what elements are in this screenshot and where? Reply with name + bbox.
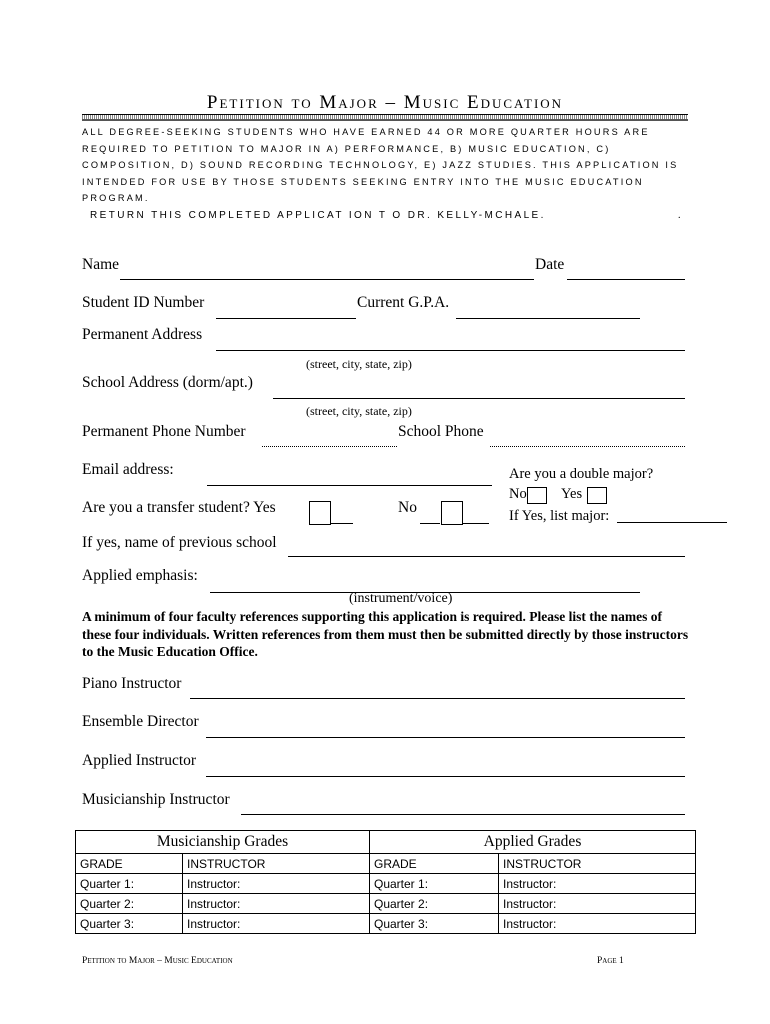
table-row: [76, 894, 696, 914]
footer-left: Petition to Major – Music Education: [82, 956, 233, 966]
double-major-question: Are you a double major?: [509, 466, 654, 482]
list-major-field[interactable]: [617, 522, 727, 523]
ensemble-director-label: Ensemble Director: [82, 713, 199, 730]
double-major-yes-label: Yes: [561, 486, 583, 502]
instructor-cell[interactable]: Instructor:: [499, 914, 696, 934]
table-row: [76, 874, 696, 894]
name-label: Name: [82, 256, 120, 273]
transfer-no-label: No: [398, 499, 417, 516]
double-major-yes-checkbox[interactable]: [587, 487, 607, 504]
col-instructor-right: INSTRUCTOR: [499, 854, 696, 874]
email-field[interactable]: [207, 485, 492, 486]
gpa-label: Current G.P.A.: [357, 294, 450, 311]
transfer-no-underline-right: [463, 523, 489, 524]
date-label: Date: [535, 256, 565, 273]
applied-emphasis-label: Applied emphasis:: [82, 567, 198, 584]
school-address-hint: (street, city, state, zip): [306, 404, 412, 418]
transfer-no-underline-left: [420, 523, 440, 524]
previous-school-field[interactable]: [288, 556, 685, 557]
footer-page-number: Page 1: [597, 956, 624, 966]
musicianship-instructor-field[interactable]: [241, 814, 685, 815]
col-instructor-left: INSTRUCTOR: [183, 854, 370, 874]
applied-instructor-field[interactable]: [206, 776, 685, 777]
permanent-address-field[interactable]: [216, 350, 685, 351]
quarter-cell[interactable]: Quarter 2:: [76, 894, 183, 914]
piano-instructor-field[interactable]: [190, 698, 685, 699]
applied-grades-header: Applied Grades: [370, 831, 696, 854]
quarter-cell[interactable]: Quarter 1:: [370, 874, 499, 894]
intro-paragraph: ALL DEGREE-SEEKING STUDENTS WHO HAVE EARNED 44 OR MORE QUARTER HOURS ARE REQUIRED TO PETITION TO MAJOR IN A) PERFORMANCE, B) MUSIC EDUCATION, C) COMPOSITION, D) SOUND RECORDING TECHNOLOGY, E) JAZZ STUDIES. THIS APPLICATION IS INTENDED FOR USE BY THOSE STUDENTS SEEKING ENTRY INTO THE MUSIC EDUCATION PROGRAM.: [82, 127, 679, 203]
instructor-cell[interactable]: Instructor:: [183, 894, 370, 914]
permanent-phone-label: Permanent Phone Number: [82, 423, 246, 440]
double-major-no-label: No: [509, 486, 527, 502]
permanent-address-label: Permanent Address: [82, 326, 203, 343]
gpa-field[interactable]: [456, 318, 640, 319]
transfer-yes-checkbox[interactable]: [309, 501, 331, 525]
quarter-cell[interactable]: Quarter 3:: [76, 914, 183, 934]
transfer-yes-underline: [331, 523, 353, 524]
email-label: Email address:: [82, 461, 174, 478]
col-grade-right: GRADE: [370, 854, 499, 874]
instructor-cell[interactable]: Instructor:: [499, 874, 696, 894]
quarter-cell[interactable]: Quarter 2:: [370, 894, 499, 914]
school-address-label: School Address (dorm/apt.): [82, 374, 253, 391]
page-title: Petition to Major – Music Education: [206, 92, 564, 113]
applied-instructor-label: Applied Instructor: [82, 752, 197, 769]
transfer-no-checkbox[interactable]: [441, 501, 463, 525]
transfer-question: Are you a transfer student? Yes: [82, 499, 276, 516]
student-id-field[interactable]: [216, 318, 356, 319]
instrument-hint: (instrument/voice): [349, 591, 453, 606]
quarter-cell[interactable]: Quarter 3:: [370, 914, 499, 934]
school-address-field[interactable]: [273, 398, 685, 399]
instructor-cell[interactable]: Instructor:: [183, 914, 370, 934]
list-major-label: If Yes, list major:: [509, 508, 610, 524]
quarter-cell[interactable]: Quarter 1:: [76, 874, 183, 894]
return-dot: .: [678, 210, 681, 221]
ensemble-director-field[interactable]: [206, 737, 685, 738]
double-major-no-checkbox[interactable]: [527, 487, 547, 504]
musicianship-instructor-label: Musicianship Instructor: [82, 791, 230, 808]
student-id-label: Student ID Number: [82, 294, 205, 311]
title-rule: [82, 114, 688, 121]
school-phone-label: School Phone: [398, 423, 484, 440]
musicianship-grades-header: Musicianship Grades: [76, 831, 370, 854]
instructor-cell[interactable]: Instructor:: [499, 894, 696, 914]
return-note: RETURN THIS COMPLETED APPLICAT ION T O DR. KELLY-MCHALE.: [90, 210, 546, 221]
instructor-cell[interactable]: Instructor:: [183, 874, 370, 894]
date-field[interactable]: [567, 279, 685, 280]
previous-school-label: If yes, name of previous school: [82, 534, 277, 551]
grades-table: [75, 830, 696, 934]
piano-instructor-label: Piano Instructor: [82, 675, 182, 692]
name-field[interactable]: [120, 279, 534, 280]
table-row: [76, 914, 696, 934]
permanent-phone-field[interactable]: [262, 446, 397, 447]
references-note: A minimum of four faculty references supporting this application is required. Please list the names of these four individuals. Written references from them must then be submitted directly by those instructors to the Music Education Office.: [82, 609, 689, 659]
col-grade-left: GRADE: [76, 854, 183, 874]
school-phone-field[interactable]: [490, 446, 685, 447]
permanent-address-hint: (street, city, state, zip): [306, 357, 412, 371]
